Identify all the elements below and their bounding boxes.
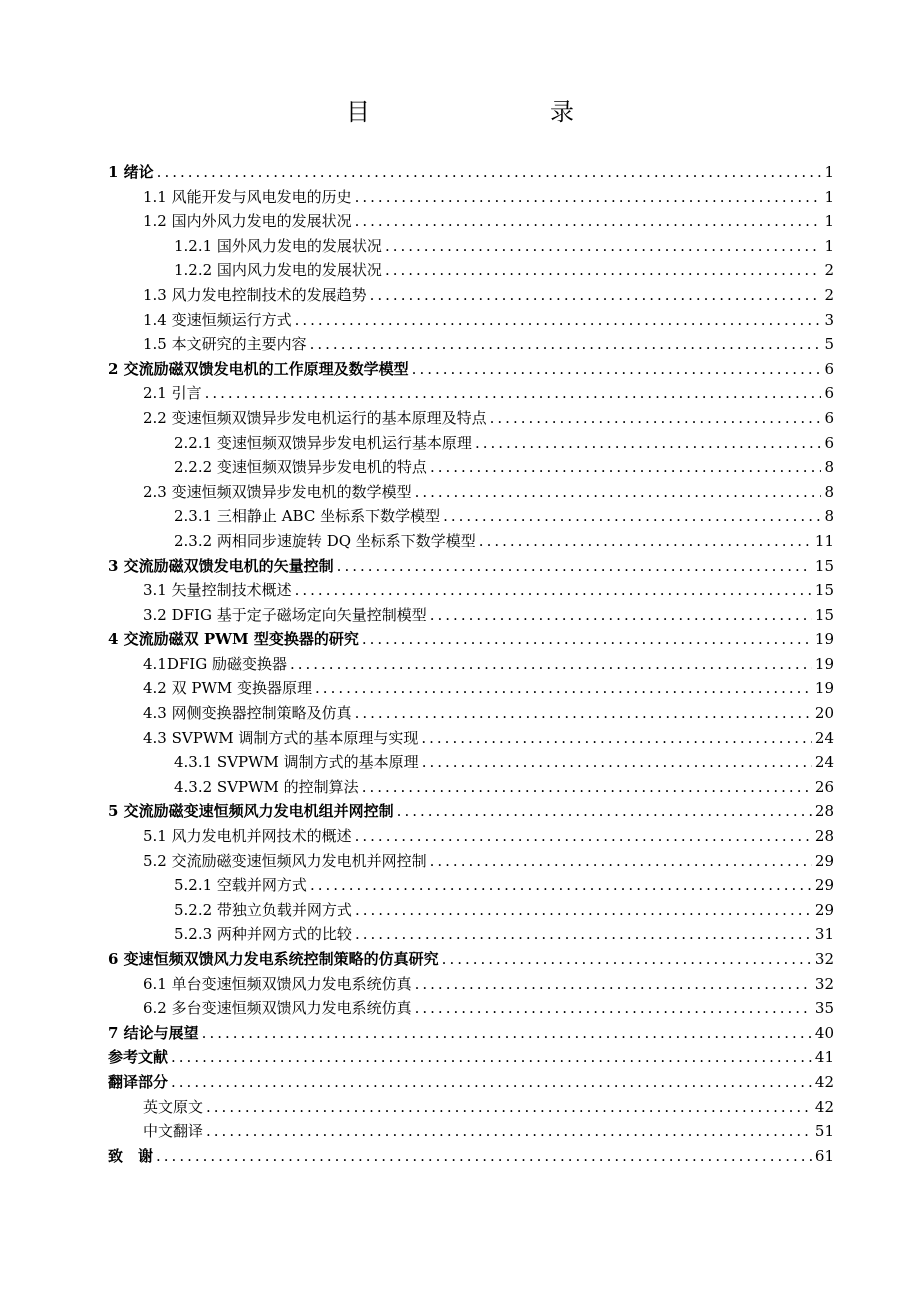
- toc-entry-page: 6: [824, 384, 834, 403]
- toc-leader-dots: [397, 799, 812, 824]
- toc-leader-dots: [337, 554, 812, 579]
- toc-entry[interactable]: [108, 1070, 834, 1095]
- toc-entry-page: 1: [824, 163, 834, 181]
- toc-entry-page: 20: [814, 704, 834, 723]
- toc-leader-dots: [205, 381, 822, 406]
- toc-entry-label: 4.3 SVPWM 调制方式的基本原理与实现: [143, 728, 419, 747]
- toc-entry-page: 15: [814, 556, 834, 575]
- toc-entry-page: 6: [824, 359, 834, 378]
- toc-leader-dots: [475, 431, 822, 456]
- toc-entry-label: 1.5 本文研究的主要内容: [143, 335, 307, 354]
- toc-entry[interactable]: [108, 873, 834, 898]
- toc-entry-page: 28: [814, 802, 834, 821]
- toc-leader-dots: [385, 258, 822, 283]
- toc-entry[interactable]: [108, 676, 834, 701]
- toc-leader-dots: [290, 652, 812, 677]
- toc-leader-dots: [355, 185, 822, 210]
- toc-leader-dots: [415, 972, 812, 997]
- toc-leader-dots: [422, 750, 812, 775]
- toc-entry[interactable]: [108, 209, 834, 234]
- toc-entry-label: 6.1 单台变速恒频双馈风力发电系统仿真: [143, 974, 412, 993]
- toc-entry-label: 7 结论与展望: [108, 1023, 199, 1042]
- toc-entry-page: 6: [824, 433, 834, 452]
- toc-entry-page: 51: [814, 1122, 834, 1141]
- toc-entry[interactable]: [108, 627, 834, 652]
- toc-leader-dots: [442, 947, 812, 972]
- toc-entry-label: 6 变速恒频双馈风力发电系统控制策略的仿真研究: [108, 950, 439, 968]
- toc-entry-page: 15: [814, 581, 834, 600]
- toc-entry[interactable]: [108, 578, 834, 603]
- toc-entry-page: 42: [814, 1072, 834, 1091]
- toc-entry-label: 1.2.1 国外风力发电的发展状况: [174, 236, 382, 255]
- toc-title: 目 录: [346, 98, 618, 126]
- toc-leader-dots: [310, 332, 822, 357]
- toc-entry-label: 1.3 风力发电控制技术的发展趋势: [143, 285, 367, 304]
- toc-leader-dots: [415, 480, 822, 505]
- toc-entry-label: 2.2.2 变速恒频双馈异步发电机的特点: [174, 458, 427, 477]
- toc-leader-dots: [295, 308, 822, 333]
- toc-entry[interactable]: [108, 406, 834, 431]
- toc-entry-label: 5.1 风力发电机并网技术的概述: [143, 827, 352, 846]
- toc-entry-label: 参考文献: [108, 1048, 169, 1067]
- toc-entry-label: 2.1 引言: [143, 384, 202, 403]
- toc-entry[interactable]: [108, 898, 834, 923]
- toc-entry-page: 32: [814, 974, 834, 993]
- toc-entry-page: 41: [814, 1048, 834, 1067]
- toc-leader-dots: [355, 209, 822, 234]
- toc-entry[interactable]: [108, 234, 834, 259]
- toc-entry[interactable]: [108, 1095, 834, 1120]
- toc-entry-label: 2.3 变速恒频双馈异步发电机的数学模型: [143, 482, 412, 501]
- toc-entry-page: 29: [814, 876, 834, 895]
- toc-entry-page: 35: [814, 999, 834, 1018]
- toc-leader-dots: [415, 996, 812, 1021]
- toc-leader-dots: [171, 1070, 812, 1095]
- toc-leader-dots: [206, 1119, 812, 1144]
- toc-leader-dots: [171, 1045, 812, 1070]
- toc-entry[interactable]: [108, 652, 834, 677]
- toc-entry-label: 2.3.2 两相同步速旋转 DQ 坐标系下数学模型: [174, 531, 476, 550]
- toc-entry[interactable]: [108, 554, 834, 579]
- toc-entry[interactable]: [108, 726, 834, 751]
- toc-entry-label: 3 交流励磁双馈发电机的矢量控制: [108, 556, 334, 575]
- toc-entry-page: 32: [814, 950, 834, 968]
- toc-entry-page: 8: [824, 458, 834, 477]
- toc-entry-page: 29: [814, 851, 834, 870]
- toc-entry-label: 4.1DFIG 励磁变换器: [143, 654, 287, 673]
- toc-entry-label: 4.2 双 PWM 变换器原理: [143, 679, 313, 698]
- toc-entry-label: 4.3.2 SVPWM 的控制算法: [174, 777, 359, 796]
- toc-entry-page: 19: [814, 679, 834, 698]
- toc-entry[interactable]: [108, 332, 834, 357]
- toc-entry-label: 3.2 DFIG 基于定子磁场定向矢量控制模型: [143, 605, 427, 624]
- toc-entry[interactable]: [108, 529, 834, 554]
- toc-leader-dots: [362, 627, 812, 652]
- toc-entry-label: 5.2 交流励磁变速恒频风力发电机并网控制: [143, 851, 427, 870]
- toc-entry-label: 4 交流励磁双 PWM 型变换器的研究: [108, 630, 359, 649]
- toc-entry-page: 19: [814, 654, 834, 673]
- toc-entry-label: 2.3.1 三相静止 ABC 坐标系下数学模型: [174, 507, 441, 526]
- toc-entry[interactable]: [108, 308, 834, 333]
- toc-entry-page: 42: [814, 1097, 834, 1116]
- toc-entry-page: 1: [824, 187, 834, 206]
- toc-entry[interactable]: [108, 750, 834, 775]
- toc-leader-dots: [206, 1095, 812, 1120]
- toc-entry-page: 3: [824, 310, 834, 329]
- toc-entry-label: 1.2 国内外风力发电的发展状况: [143, 212, 352, 231]
- toc-entry-page: 28: [814, 827, 834, 846]
- toc-entry-page: 61: [814, 1146, 834, 1165]
- toc-entry-label: 5.2.3 两种并网方式的比较: [174, 925, 352, 944]
- toc-leader-dots: [412, 357, 822, 382]
- toc-entry[interactable]: [108, 480, 834, 505]
- toc-entry-page: 29: [814, 900, 834, 919]
- toc-leader-dots: [157, 160, 822, 185]
- toc-entry[interactable]: [108, 258, 834, 283]
- toc-leader-dots: [490, 406, 822, 431]
- toc-entry-page: 8: [824, 507, 834, 526]
- toc-entry-page: 2: [824, 261, 834, 280]
- toc-entry-label: 中文翻译: [143, 1122, 204, 1141]
- toc-entry-page: 19: [814, 630, 834, 649]
- toc-entry[interactable]: [108, 160, 834, 185]
- toc-leader-dots: [362, 775, 812, 800]
- toc-entry[interactable]: [108, 775, 834, 800]
- toc-entry-page: 31: [814, 925, 834, 944]
- toc-entry[interactable]: [108, 922, 834, 947]
- toc-leader-dots: [430, 603, 812, 628]
- toc-leader-dots: [370, 283, 822, 308]
- toc-entry[interactable]: [108, 1144, 834, 1169]
- toc-entry-label: 1.4 变速恒频运行方式: [143, 310, 292, 329]
- toc-entry[interactable]: [108, 1045, 834, 1070]
- toc-entry-label: 1.1 风能开发与风电发电的历史: [143, 187, 352, 206]
- toc-leader-dots: [295, 578, 812, 603]
- toc-entry-page: 24: [814, 753, 834, 772]
- toc-entry-label: 英文原文: [143, 1097, 204, 1116]
- toc-entry[interactable]: [108, 603, 834, 628]
- toc-entry[interactable]: [108, 824, 834, 849]
- toc-entry[interactable]: [108, 947, 834, 972]
- toc-entry-label: 2.2 变速恒频双馈异步发电机运行的基本原理及特点: [143, 408, 487, 427]
- toc-leader-dots: [355, 898, 812, 923]
- table-of-contents: [108, 160, 834, 1168]
- toc-entry-page: 11: [814, 531, 834, 550]
- toc-leader-dots: [355, 701, 812, 726]
- toc-entry-label: 3.1 矢量控制技术概述: [143, 581, 292, 600]
- toc-entry[interactable]: [108, 431, 834, 456]
- toc-entry-label: 4.3.1 SVPWM 调制方式的基本原理: [174, 753, 419, 772]
- toc-entry-page: 6: [824, 408, 834, 427]
- toc-entry[interactable]: [108, 455, 834, 480]
- toc-entry[interactable]: [108, 283, 834, 308]
- toc-leader-dots: [156, 1144, 812, 1169]
- toc-entry-label: 6.2 多台变速恒频双馈风力发电系统仿真: [143, 999, 412, 1018]
- toc-leader-dots: [355, 824, 812, 849]
- toc-leader-dots: [430, 455, 822, 480]
- toc-entry[interactable]: [108, 996, 834, 1021]
- toc-leader-dots: [430, 849, 812, 874]
- toc-entry[interactable]: [108, 972, 834, 997]
- toc-entry-label: 2.2.1 变速恒频双馈异步发电机运行基本原理: [174, 433, 472, 452]
- toc-entry[interactable]: [108, 504, 834, 529]
- toc-entry[interactable]: [108, 381, 834, 406]
- toc-entry-page: 24: [814, 728, 834, 747]
- toc-entry[interactable]: [108, 849, 834, 874]
- toc-leader-dots: [479, 529, 812, 554]
- toc-entry-page: 8: [824, 482, 834, 501]
- toc-leader-dots: [310, 873, 812, 898]
- toc-entry-label: 5.2.1 空载并网方式: [174, 876, 307, 895]
- toc-entry[interactable]: [108, 701, 834, 726]
- toc-entry-label: 5.2.2 带独立负载并网方式: [174, 900, 352, 919]
- toc-entry[interactable]: [108, 799, 834, 824]
- toc-entry-page: 1: [824, 236, 834, 255]
- toc-entry[interactable]: [108, 185, 834, 210]
- toc-entry-label: 2 交流励磁双馈发电机的工作原理及数学模型: [108, 359, 409, 378]
- toc-entry-page: 1: [824, 212, 834, 231]
- toc-leader-dots: [315, 676, 812, 701]
- toc-leader-dots: [443, 504, 821, 529]
- toc-entry[interactable]: [108, 1119, 834, 1144]
- toc-entry-page: 15: [814, 605, 834, 624]
- toc-entry-page: 5: [824, 335, 834, 354]
- toc-entry-label: 1 绪论: [108, 163, 154, 181]
- toc-leader-dots: [385, 234, 822, 259]
- toc-entry-page: 26: [814, 777, 834, 796]
- toc-entry-label: 翻译部分: [108, 1072, 169, 1091]
- toc-entry[interactable]: [108, 357, 834, 382]
- toc-entry-page: 40: [814, 1023, 834, 1042]
- toc-leader-dots: [355, 922, 812, 947]
- toc-leader-dots: [202, 1021, 812, 1046]
- toc-leader-dots: [421, 726, 812, 751]
- toc-entry[interactable]: [108, 1021, 834, 1046]
- toc-entry-label: 5 交流励磁变速恒频风力发电机组并网控制: [108, 802, 394, 821]
- toc-entry-page: 2: [824, 285, 834, 304]
- toc-entry-label: 1.2.2 国内风力发电的发展状况: [174, 261, 382, 280]
- toc-entry-label: 致 谢: [108, 1146, 154, 1165]
- toc-entry-label: 4.3 网侧变换器控制策略及仿真: [143, 704, 352, 723]
